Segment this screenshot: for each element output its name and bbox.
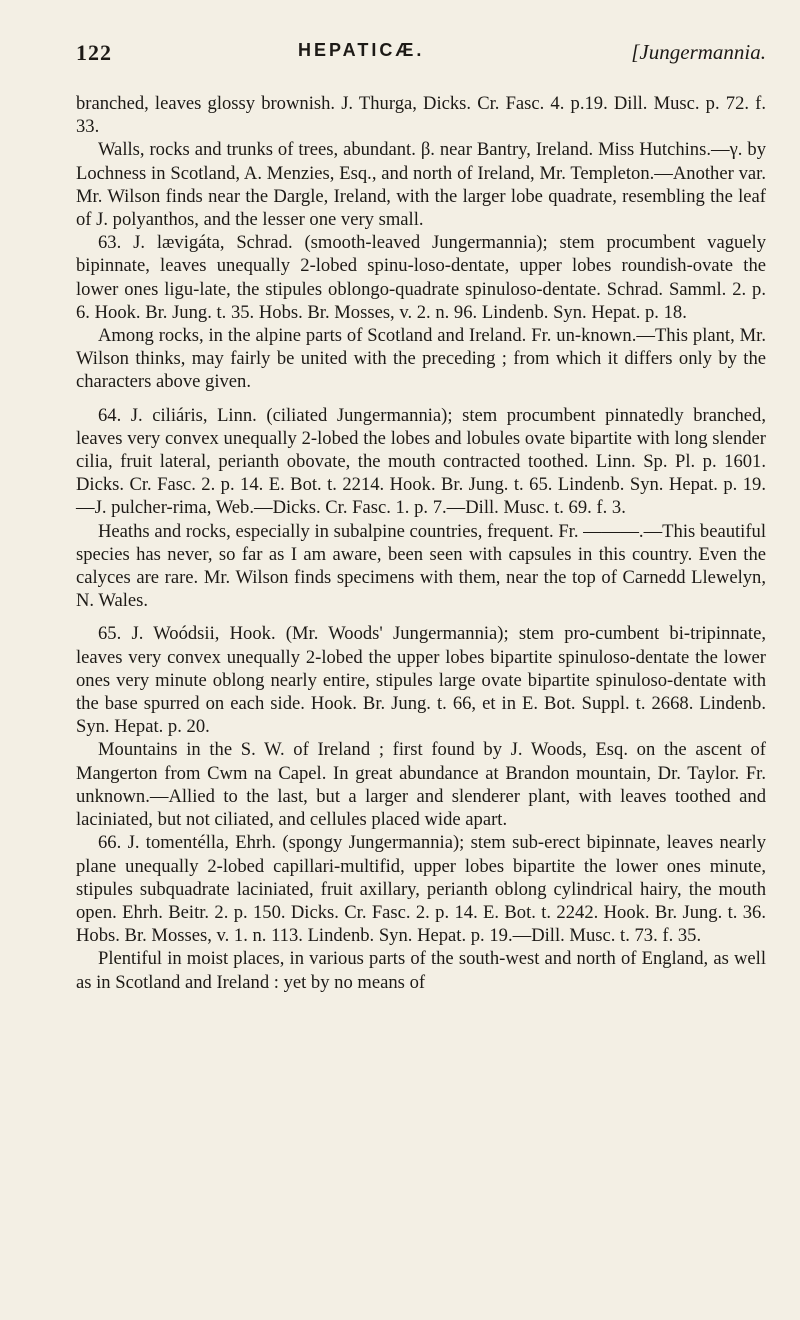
paragraph-habitat-66: Plentiful in moist places, in various parts of the south-west and north of England, as well as in Scotland and Ireland : yet by no means of: [76, 948, 766, 993]
paragraph-habitat-65: Mountains in the S. W. of Ireland ; first found by J. Woods, Esq. on the ascent of Mangerton from Cwm na Capel. In great abundance at Brandon mountain, Dr. Taylor. Fr. unknown.—Allied to the last, but a larger and slenderer plant, with leaves toothed and laciniated, but not ciliated, and cellules placed wide apart.: [76, 739, 766, 831]
paragraph-species-65: 65. J. Woódsii, Hook. (Mr. Woods' Jungermannia); stem pro-cumbent bi-tripinnate, leaves very convex unequally 2-lobed the upper lobes bipartite spinuloso-dentate the lower ones very minute oblong nearly entire, stipules large ovate bipartite spinuloso-dentate with the base spurred on each side. Hook. Br. Jung. t. 66, et in E. Bot. Suppl. t. 2668. Lindenb. Syn. Hepat. p. 20.: [76, 623, 766, 738]
paragraph-habitat-62: Walls, rocks and trunks of trees, abundant. β. near Bantry, Ireland. Miss Hutchins.—γ. by Lochness in Scotland, A. Menzies, Esq., and north of Ireland, Mr. Templeton.—Another var. Mr. Wilson finds near the Dargle, Ireland, with the larger lobe quadrate, resembling the leaf of J. polyanthos, and the lesser one very small.: [76, 139, 766, 231]
body-text: [76, 92, 766, 994]
running-title: HEPATICÆ.: [298, 40, 425, 60]
paragraph-habitat-63: Among rocks, in the alpine parts of Scotland and Ireland. Fr. un-known.—This plant, Mr. Wilson thinks, may fairly be united with the preceding ; from which it differs only by the characters above given.: [76, 325, 766, 393]
paragraph-habitat-64: Heaths and rocks, especially in subalpine countries, frequent. Fr. ———.—This beautiful species has never, so far as I am aware, been seen with capsules in this country. Even the calyces are rare. Mr. Wilson finds specimens with them, near the top of Carnedd Llewelyn, N. Wales.: [76, 520, 766, 612]
page-number: 122: [76, 40, 112, 65]
paragraph-species-66: 66. J. tomentélla, Ehrh. (spongy Jungermannia); stem sub-erect bipinnate, leaves nearly plane unequally 2-lobed capillari-multifid, upper lobes bipartite the lower ones minute, stipules subquadrate laciniated, fruit axillary, perianth oblong cylindrical hairy, the mouth open. Ehrh. Beitr. 2. p. 150. Dicks. Cr. Fasc. 2. p. 14. E. Bot. t. 2242. Hook. Br. Jung. t. 36. Hobs. Br. Mosses, v. 1. n. 113. Lindenb. Syn. Hepat. p. 19.—Dill. Musc. t. 73. f. 35.: [76, 832, 766, 947]
genus-heading: [Jungermannia.: [631, 40, 766, 64]
paragraph-species-63: 63. J. lævigáta, Schrad. (smooth-leaved Jungermannia); stem procumbent vaguely bipinnate, leaves unequally 2-lobed spinu-loso-dentate, upper lobes roundish-ovate the lower ones ligu-late, the stipules oblongo-quadrate spinuloso-dentate. Schrad. Samml. 2. p. 6. Hook. Br. Jung. t. 35. Hobs. Br. Mosses, v. 2. n. 96. Lindenb. Syn. Hepat. p. 18.: [76, 232, 766, 323]
paragraph-continuation: branched, leaves glossy brownish. J. Thurga, Dicks. Cr. Fasc. 4. p.19. Dill. Musc. p. 72. f. 33.: [76, 93, 766, 138]
paragraph-species-64: 64. J. ciliáris, Linn. (ciliated Jungermannia); stem procumbent pinnatedly branched, leaves very convex unequally 2-lobed the lobes and lobules ovate bipartite with long slender cilia, fruit lateral, perianth obovate, the mouth contracted toothed. Linn. Sp. Pl. p. 1601. Dicks. Cr. Fasc. 2. p. 14. E. Bot. t. 2214. Hook. Br. Jung. t. 65. Lindenb. Syn. Hepat. p. 19.—J. pulcher-rima, Web.—Dicks. Cr. Fasc. 1. p. 7.—Dill. Musc. t. 69. f. 3.: [76, 404, 766, 519]
page-header: [76, 40, 766, 74]
